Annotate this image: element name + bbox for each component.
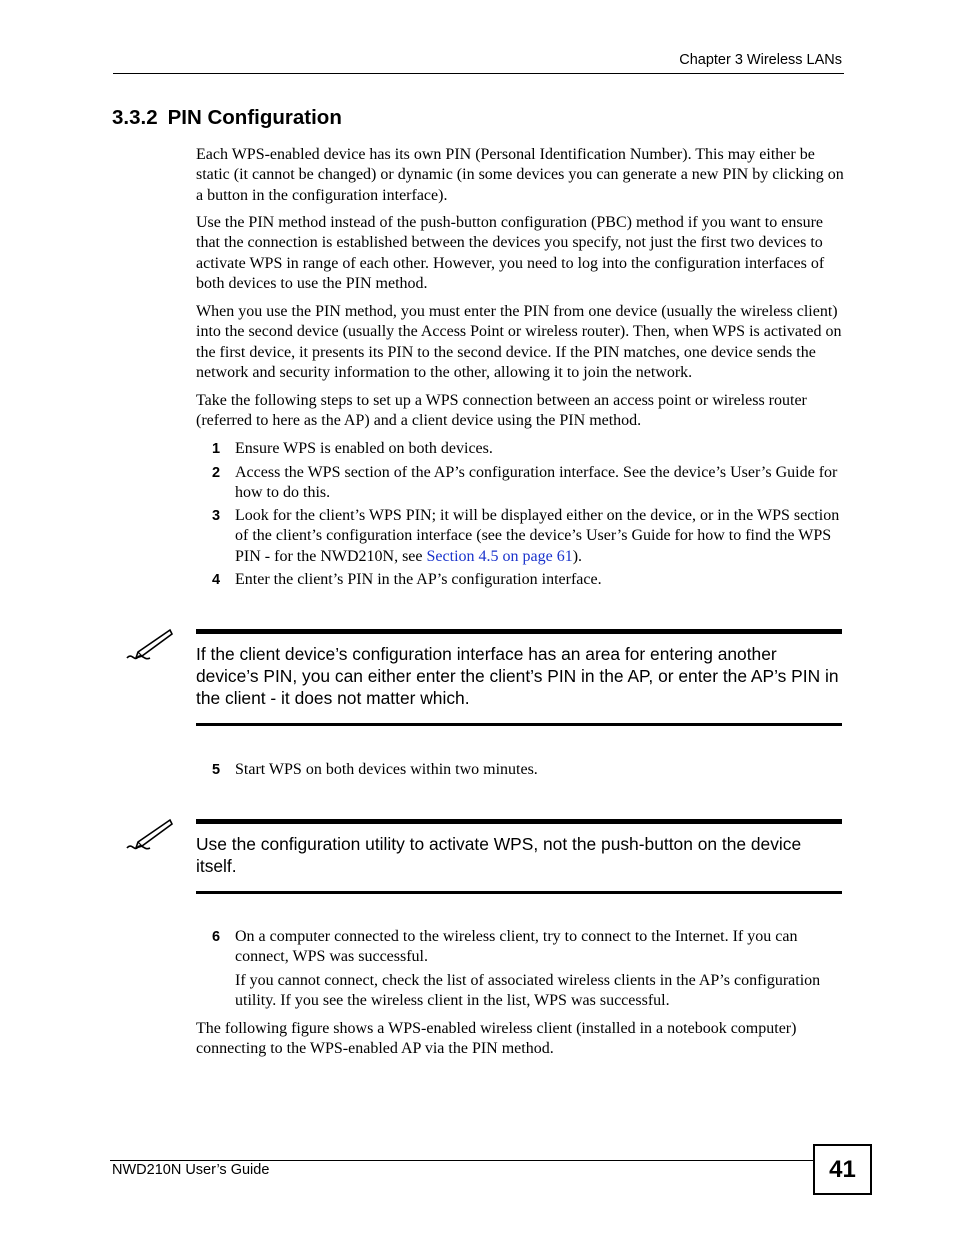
step-2 [212,463,852,504]
note-pencil-icon [124,818,174,854]
step-number: 1 [212,441,221,457]
step-number: 4 [212,572,221,588]
paragraph-figure-intro: The following figure shows a WPS-enabled wireless client (installed in a notebook computer) connecting to the WPS-enabled AP via the PIN method. [196,1020,797,1058]
section-link[interactable]: Section 4.5 on page 61 [426,547,573,565]
page-number: 41 [813,1144,872,1195]
guide-name: NWD210N User’s Guide [112,1162,270,1178]
step-text-before-link: Look for the client’s WPS PIN; it will be displayed either on the device, or in the WPS section of the client’s configuration interface (see the device’s User’s Guide for how to find the WPS PIN - for the NWD210N, see [235,507,840,565]
step-text [235,506,845,567]
note-box-2 [196,819,842,894]
step-text: Start WPS on both devices within two minutes. [235,761,538,778]
step-number: 3 [212,508,221,524]
step-continuation: If you cannot connect, check the list of associated wireless clients in the AP’s configuration utility. If you see the wireless client in the list, WPS was successful. [235,971,821,1010]
section-heading [112,106,342,130]
step-text: Ensure WPS is enabled on both devices. [235,440,493,457]
step-6 [212,927,852,1012]
step-4 [212,570,852,590]
step-text-after-link: ). [572,547,583,565]
running-header: Chapter 3 Wireless LANs [679,52,842,68]
step-number: 5 [212,762,221,778]
section-number: 3.3.2 [112,106,158,129]
step-text: Enter the client’s PIN in the AP’s configuration interface. [235,571,602,588]
section-title: PIN Configuration [167,106,342,129]
step-text: Access the WPS section of the AP’s configuration interface. See the device’s User’s Guide for how to do this. [235,464,838,502]
paragraph-pin-intro: Each WPS-enabled device has its own PIN (Personal Identification Number). This may either be static (it cannot be changed) or dynamic (in some devices you can generate a new PIN by clicking on a button in the configuration interface). [196,146,844,204]
step-3 [212,506,852,567]
note-box-1 [196,629,842,726]
step-number: 6 [212,929,221,945]
paragraph-pin-vs-pbc: Use the PIN method instead of the push-button configuration (PBC) method if you want to ensure that the connection is established between the devices you specify, not just the first two devices to activate WPS in range of each other. However, you need to log into the configuration interfaces of both devices to use the PIN method. [196,214,825,293]
step-5 [212,760,852,780]
paragraph-steps-intro: Take the following steps to set up a WPS connection between an access point or wireless router (referred to here as the AP) and a client device using the PIN method. [196,392,807,430]
footer-rule [110,1160,814,1161]
paragraph-pin-method: When you use the PIN method, you must enter the PIN from one device (usually the wireless client) into the second device (usually the Access Point or wireless router). Then, when WPS is activated on the first device, it presents its PIN to the second device. If the PIN matches, one device sends the network and security information to the other, allowing it to join the network. [196,303,842,382]
note-text: If the client device’s configuration interface has an area for entering another device’s PIN, you can either enter the client’s PIN in the AP, or enter the AP’s PIN in the client - it does not matter which. [196,644,839,708]
step-text: On a computer connected to the wireless client, try to connect to the Internet. If you can connect, WPS was successful. [235,928,798,966]
step-1 [212,439,852,459]
note-pencil-icon [124,628,174,664]
header-rule [113,73,844,74]
note-text: Use the configuration utility to activate WPS, not the push-button on the device itself. [196,834,802,876]
step-number: 2 [212,465,221,481]
